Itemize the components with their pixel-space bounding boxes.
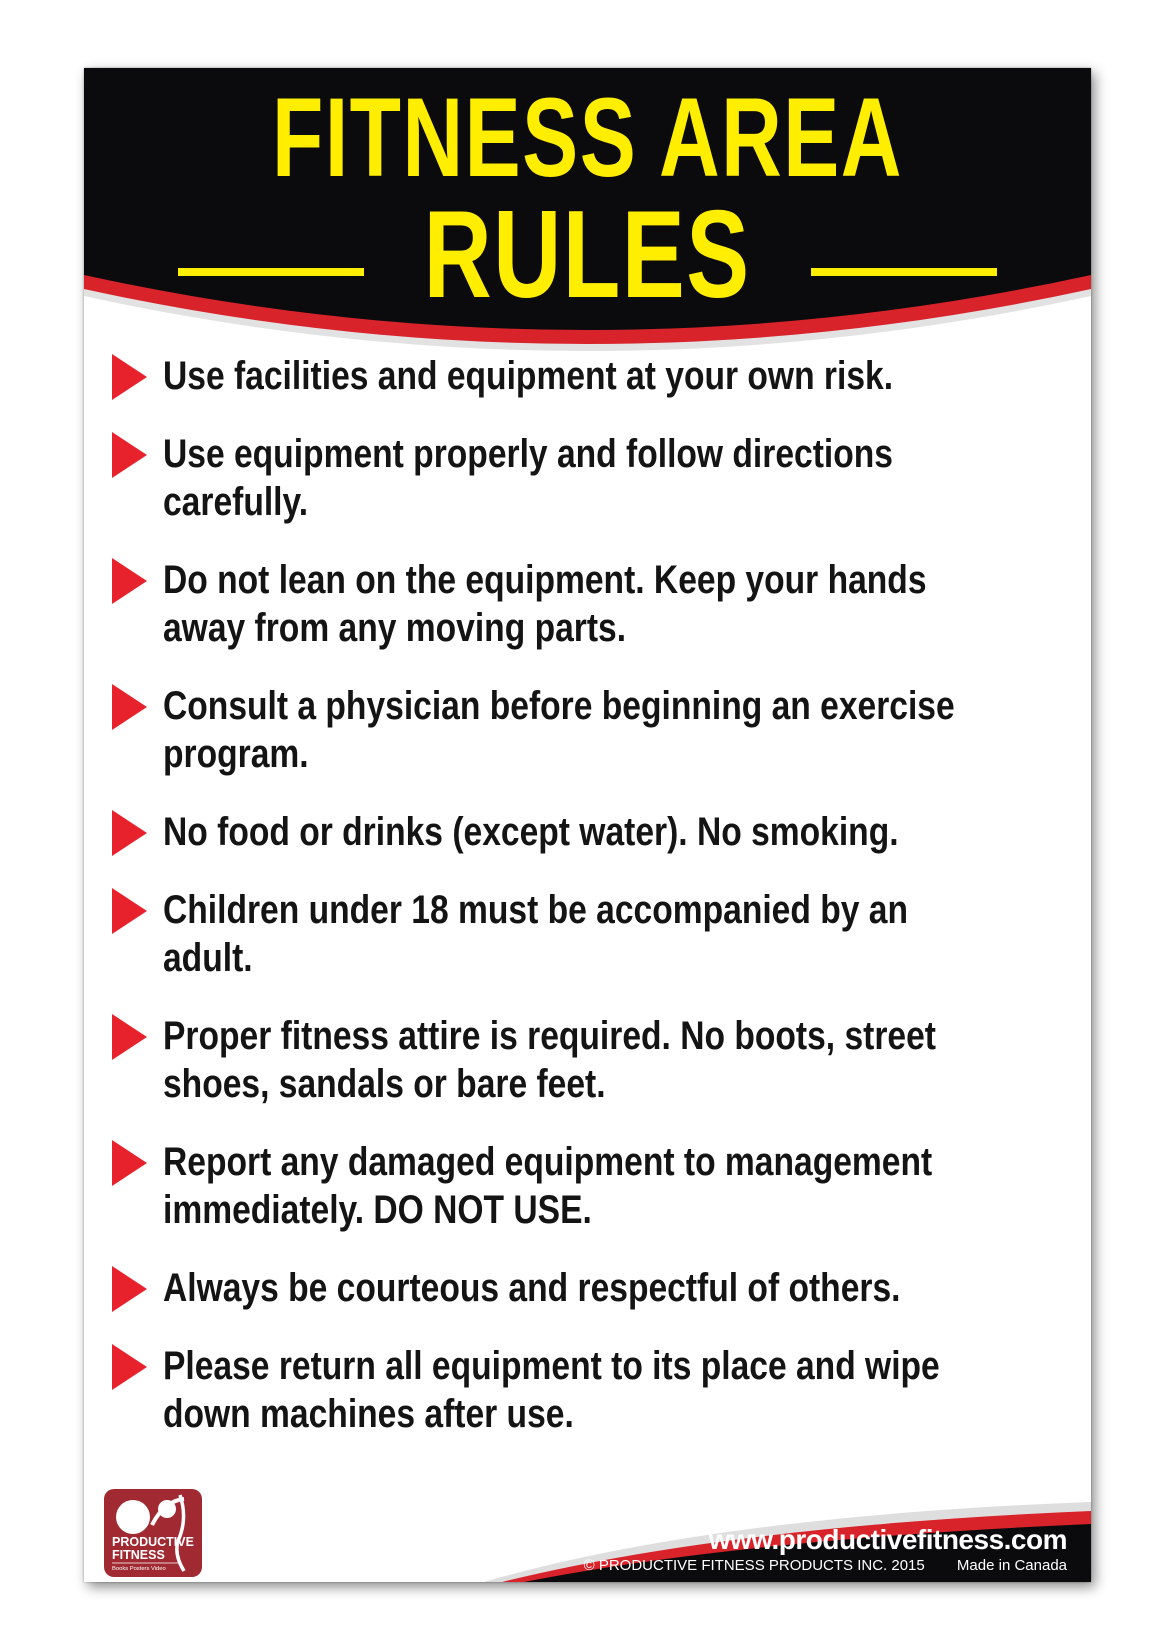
rule-text: Always be courteous and respectful of others.: [163, 1266, 901, 1310]
bullet-arrow-icon: [112, 684, 147, 730]
rule-text: Please return all equipment to its place and wipe down machines after use.: [163, 1344, 940, 1436]
rule-item: [112, 352, 1077, 400]
poster-footer: [84, 1456, 1091, 1582]
rule-item: [112, 1342, 1077, 1438]
logo-large-circle: [116, 1500, 150, 1534]
bullet-arrow-icon: [112, 810, 147, 856]
bullet-arrow-icon: [112, 1140, 147, 1186]
logo-background: [104, 1489, 202, 1577]
rule-text: Proper fitness attire is required. No boots, street shoes, sandals or bare feet.: [163, 1014, 936, 1106]
rule-item: [112, 1264, 1077, 1312]
title-dash-right: [811, 268, 997, 276]
bullet-arrow-icon: [112, 354, 147, 400]
poster-header: [84, 68, 1091, 360]
rule-text: Report any damaged equipment to management immediately. DO NOT USE.: [163, 1140, 933, 1232]
rule-item: [112, 682, 1077, 778]
rule-item: [112, 808, 1077, 856]
copyright-row: [584, 1557, 1067, 1574]
title-dash-left: [178, 268, 364, 276]
copyright-text: © PRODUCTIVE FITNESS PRODUCTS INC. 2015: [583, 1557, 925, 1574]
rule-text: Do not lean on the equipment. Keep your hands away from any moving parts.: [163, 558, 927, 650]
rule-text: Use facilities and equipment at your own risk.: [163, 354, 894, 398]
bullet-arrow-icon: [112, 558, 147, 604]
bullet-arrow-icon: [112, 1344, 147, 1390]
bullet-arrow-icon: [112, 1266, 147, 1312]
logo-name-line2: FITNESS: [112, 1548, 165, 1562]
logo-name-line1: PRODUCTIVE: [112, 1535, 194, 1549]
rule-item: [112, 1012, 1077, 1108]
rule-text: Use equipment properly and follow directions carefully.: [163, 432, 893, 524]
bullet-arrow-icon: [112, 432, 147, 478]
rule-text: Children under 18 must be accompanied by an adult.: [163, 888, 908, 980]
poster-title-row2: [84, 186, 1091, 324]
rules-list: [112, 352, 1077, 1468]
poster-title-line2: RULES: [423, 186, 751, 324]
rule-text: No food or drinks (except water). No smoking.: [163, 810, 899, 854]
rule-item: [112, 556, 1077, 652]
website-url: www.productivefitness.com: [708, 1524, 1067, 1555]
bullet-arrow-icon: [112, 1014, 147, 1060]
poster-title-line1: FITNESS AREA: [272, 75, 903, 200]
fitness-rules-poster: [84, 68, 1091, 1582]
rule-item: [112, 1138, 1077, 1234]
logo-tagline: Books Posters Video: [112, 1566, 166, 1572]
rule-item: [112, 886, 1077, 982]
made-in-text: Made in Canada: [956, 1557, 1067, 1574]
rule-text: Consult a physician before beginning an exercise program.: [163, 684, 955, 776]
rule-item: [112, 430, 1077, 526]
bullet-arrow-icon: [112, 888, 147, 934]
productive-fitness-logo: [104, 1489, 202, 1577]
